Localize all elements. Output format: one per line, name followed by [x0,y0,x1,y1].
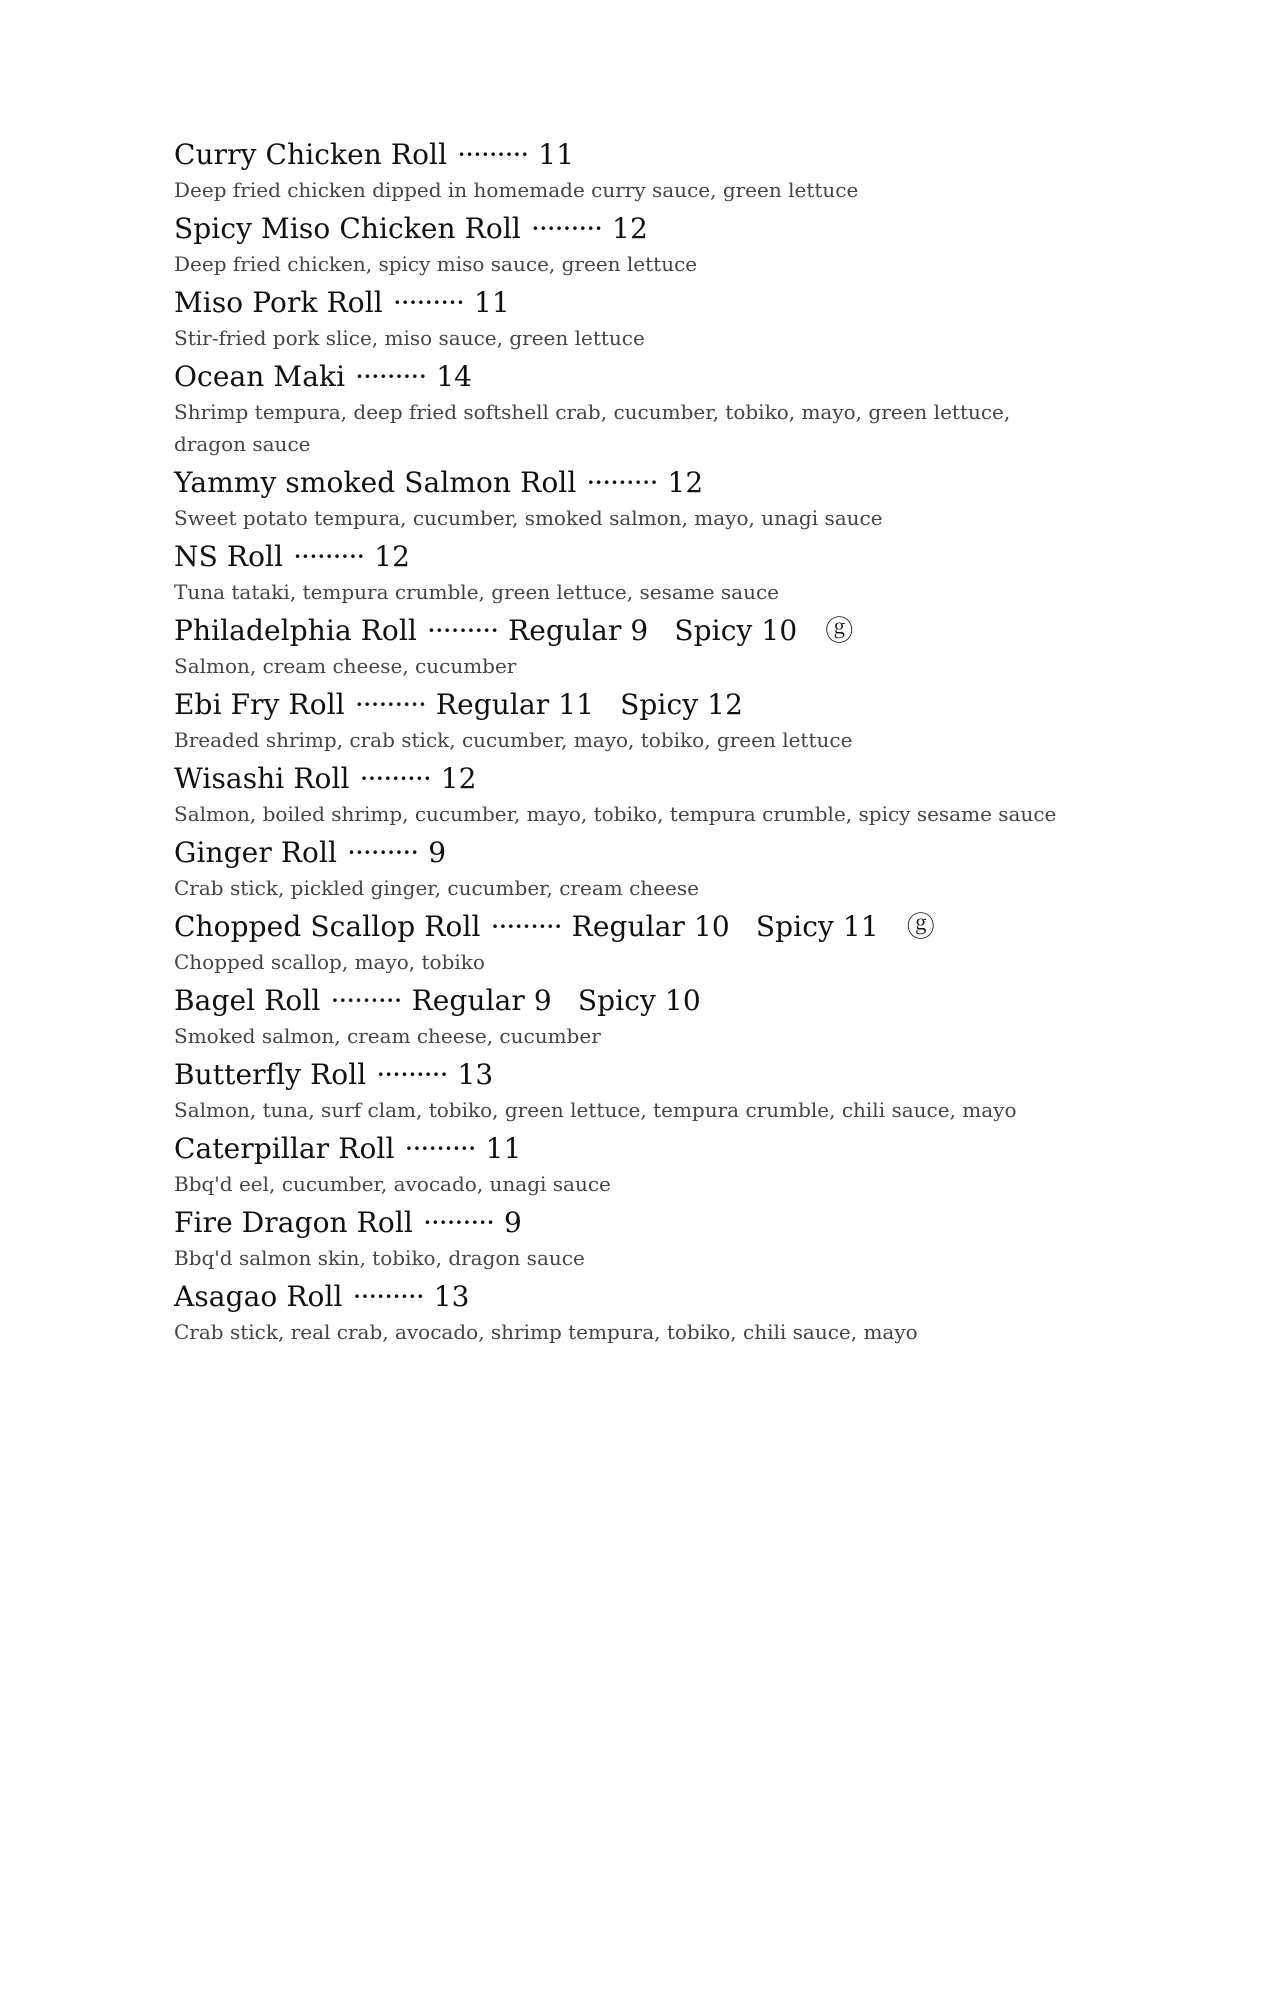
item-name: Ginger Roll [174,836,338,869]
item-title [174,284,1174,322]
item-title [174,210,1174,248]
dot-leader: ········· [586,466,658,499]
menu-item [174,210,1174,280]
item-title [174,908,1174,946]
item-name: Chopped Scallop Roll [174,910,481,943]
item-price: 11 [473,286,510,319]
item-title [174,760,1174,798]
item-price: 12 [612,212,648,245]
dot-leader: ········· [426,614,499,647]
dot-leader: ········· [490,910,562,943]
item-name: Philadelphia Roll [174,614,417,647]
item-name: Asagao Roll [174,1280,343,1313]
item-price: 9 [428,836,447,869]
item-description: Salmon, boiled shrimp, cucumber, mayo, tobiko, tempura crumble, spicy sesame sauce [174,802,1057,826]
item-description: Sweet potato tempura, cucumber, smoked salmon, mayo, unagi sauce [174,506,883,530]
dot-leader: ········· [330,984,402,1017]
item-title [174,982,1174,1020]
item-name: Spicy Miso Chicken Roll [174,212,521,245]
dot-leader: ········· [422,1206,495,1239]
item-description: Deep fried chicken, spicy miso sauce, green lettuce [174,252,698,276]
menu-item [174,136,1174,206]
item-price: 13 [457,1058,494,1091]
menu-item [174,464,1174,534]
gluten-free-icon: ⓖ [906,910,935,943]
dot-leader: ········· [530,212,603,245]
item-price: 12 [440,762,477,795]
item-name: Caterpillar Roll [174,1132,395,1165]
item-description: Deep fried chicken dipped in homemade curry sauce, green lettuce [174,178,859,202]
item-description: Bbq'd eel, cucumber, avocado, unagi sauce [174,1172,611,1196]
item-price: 9 [504,1206,522,1239]
item-title [174,612,1174,650]
item-price-spicy: Spicy 12 [620,688,743,721]
item-name: Wisashi Roll [174,762,350,795]
gluten-free-icon: ⓖ [825,614,854,647]
menu-item [174,982,1174,1052]
item-title [174,686,1174,724]
menu-item [174,1204,1174,1274]
item-name: Curry Chicken Roll [174,138,448,171]
item-name: Ebi Fry Roll [174,688,345,721]
dot-leader: ········· [392,286,464,319]
item-price-spicy: Spicy 10 [577,984,701,1017]
item-price: 14 [436,360,473,393]
item-price: 11 [485,1132,522,1165]
item-description: Breaded shrimp, crab stick, cucumber, mayo, tobiko, green lettuce [174,728,853,752]
dot-leader: ········· [352,1280,424,1313]
item-name: Miso Pork Roll [174,286,383,319]
item-title [174,1204,1174,1242]
item-price: 12 [374,540,411,573]
menu-item [174,1130,1174,1200]
menu-item [174,284,1174,354]
item-description: Shrimp tempura, deep fried softshell crab, cucumber, tobiko, mayo, green lettuce, dragon sauce [174,400,1011,456]
item-name: NS Roll [174,540,284,573]
menu-item [174,1278,1174,1348]
item-description: Crab stick, real crab, avocado, shrimp tempura, tobiko, chili sauce, mayo [174,1320,918,1344]
dot-leader: ········· [293,540,365,573]
item-description: Stir-fried pork slice, miso sauce, green lettuce [174,326,645,350]
item-price-regular: Regular 11 [435,688,595,721]
menu-list [174,136,1174,1352]
menu-item [174,358,1174,460]
item-name: Fire Dragon Roll [174,1206,413,1239]
item-price: 11 [538,138,575,171]
dot-leader: ········· [376,1058,448,1091]
item-title [174,136,1174,174]
item-price-regular: Regular 10 [571,910,730,943]
item-name: Yammy smoked Salmon Roll [174,466,577,499]
item-title [174,1130,1174,1168]
menu-item [174,1056,1174,1126]
menu-item [174,760,1174,830]
dot-leader: ········· [355,360,427,393]
item-description: Tuna tataki, tempura crumble, green lettuce, sesame sauce [174,580,780,604]
item-title [174,538,1174,576]
menu-item [174,834,1174,904]
item-title [174,464,1174,502]
menu-item [174,612,1174,682]
dot-leader: ········· [354,688,426,721]
item-description: Smoked salmon, cream cheese, cucumber [174,1024,601,1048]
item-price-regular: Regular 9 [508,614,649,647]
item-price-spicy: Spicy 10 [674,614,798,647]
item-price: 13 [433,1280,470,1313]
item-name: Ocean Maki [174,360,346,393]
item-name: Bagel Roll [174,984,321,1017]
item-price-spicy: Spicy 11 [755,910,879,943]
dot-leader: ········· [457,138,529,171]
menu-item [174,686,1174,756]
item-title [174,1056,1174,1094]
item-title [174,834,1174,872]
dot-leader: ········· [404,1132,476,1165]
item-price: 12 [667,466,704,499]
item-description: Chopped scallop, mayo, tobiko [174,950,485,974]
dot-leader: ········· [347,836,419,869]
item-description: Bbq'd salmon skin, tobiko, dragon sauce [174,1246,585,1270]
item-title [174,358,1174,396]
menu-item [174,538,1174,608]
item-name: Butterfly Roll [174,1058,367,1091]
item-price-regular: Regular 9 [411,984,552,1017]
item-title [174,1278,1174,1316]
dot-leader: ········· [359,762,431,795]
menu-item [174,908,1174,978]
item-description: Crab stick, pickled ginger, cucumber, cream cheese [174,876,699,900]
item-description: Salmon, cream cheese, cucumber [174,654,517,678]
item-description: Salmon, tuna, surf clam, tobiko, green lettuce, tempura crumble, chili sauce, mayo [174,1098,1017,1122]
